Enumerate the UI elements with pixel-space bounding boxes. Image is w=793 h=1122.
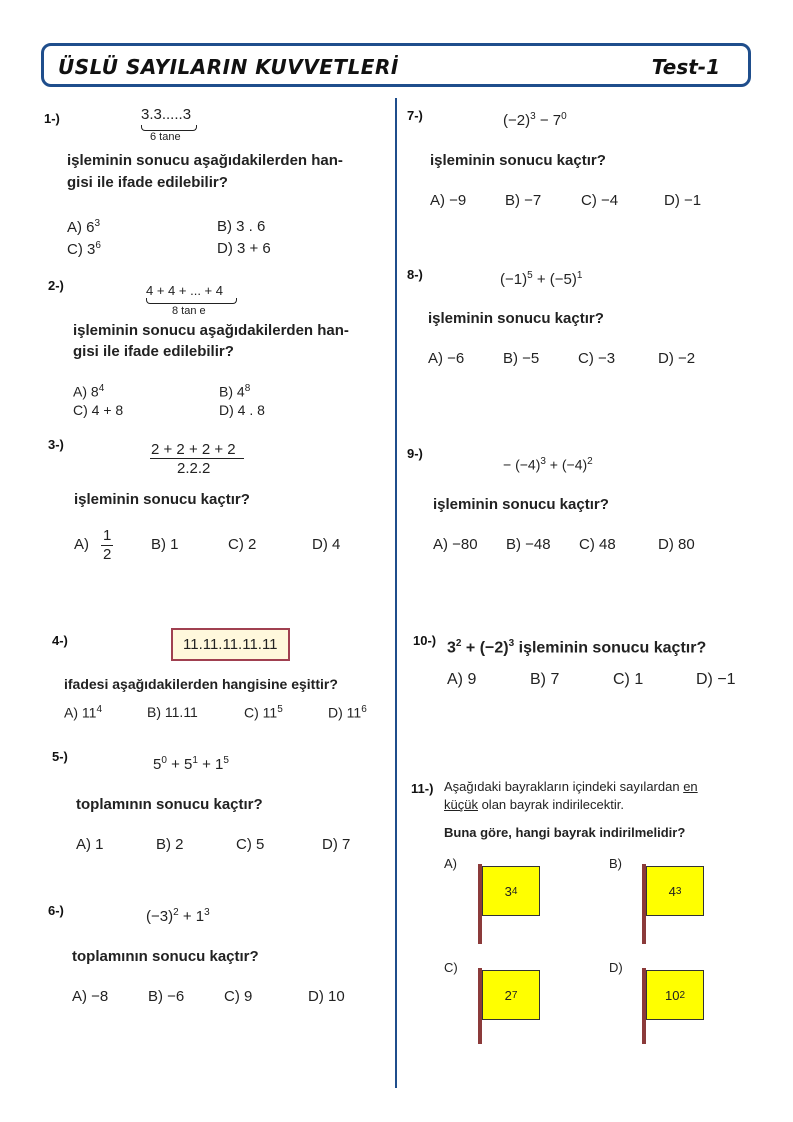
expression: $(-2)^3 - 7^0$ (503, 111, 567, 129)
expression: $(-1)^5 + (-5)^1$ (500, 270, 583, 288)
option-d[interactable]: D) $11^6$ (328, 704, 367, 721)
question-number: 3-) (48, 437, 64, 452)
question-number: 5-) (52, 749, 68, 764)
option-a[interactable]: A) $8^4$ (73, 383, 105, 400)
question-number: 8-) (407, 267, 423, 282)
question-text: toplamının sonucu kaçtır? (72, 948, 259, 965)
question-text: gisi ile ifade edilebilir? (67, 174, 228, 191)
option-a[interactable]: A) (74, 536, 89, 553)
option-c[interactable]: C) 4 + 8 (73, 402, 124, 418)
fraction-numerator: 2 + 2 + 2 + 2 (151, 441, 236, 458)
question-text: işleminin sonucu aşağıdakilerden han- (67, 152, 343, 169)
option-a[interactable]: A) 9 (447, 671, 477, 688)
expression: $5^0 + 5^1 + 1^5$ (153, 755, 229, 773)
option-a[interactable]: A) −80 (433, 536, 478, 553)
option-d[interactable]: D) 7 (322, 836, 351, 853)
option-b[interactable]: B) −48 (506, 536, 551, 553)
brace (146, 298, 237, 304)
option-b[interactable]: B) 1 (151, 536, 179, 553)
expression-top: 3.3.....3 (141, 106, 192, 123)
question-text: $3^2 + (-2)^3$ işleminin sonucu kaçtır? (447, 638, 707, 657)
option-c[interactable]: C) −3 (578, 350, 616, 367)
option-a[interactable]: A) −8 (72, 988, 109, 1005)
flag-a[interactable]: 3 4 (482, 866, 540, 916)
flag-c[interactable]: 2 7 (482, 970, 540, 1020)
option-b[interactable]: B) 11.11 (147, 704, 198, 720)
brace-label: 8 tan e (172, 305, 206, 317)
option-d[interactable]: D) 4 (312, 536, 341, 553)
question-text: toplamının sonucu kaçtır? (76, 796, 263, 813)
option-c[interactable]: C) 1 (613, 671, 644, 688)
option-d[interactable]: D) −2 (658, 350, 696, 367)
expression: − $(-4)^3 + (-4)^2$ (503, 456, 593, 473)
option-a-numerator: 1 (103, 527, 112, 544)
option-a[interactable]: A) $6^3$ (67, 218, 101, 236)
question-text: işleminin sonucu kaçtır? (428, 310, 604, 327)
question-text: gisi ile ifade edilebilir? (73, 343, 234, 360)
option-b[interactable]: B) $4^8$ (219, 383, 251, 400)
fraction-denominator: 2.2.2 (177, 460, 211, 477)
option-b[interactable]: B) −5 (503, 350, 540, 367)
question-text: ifadesi aşağıdakilerden hangisine eşittir? (64, 676, 338, 692)
option-d[interactable]: D) −1 (696, 671, 736, 688)
option-d[interactable]: D) 10 (308, 988, 345, 1005)
question-text-line2: küçük olan bayrak indirilecektir. (444, 797, 624, 812)
question-text: işleminin sonucu kaçtır? (433, 496, 609, 513)
option-a[interactable]: A) −9 (430, 192, 467, 209)
option-a[interactable]: A) −6 (428, 350, 465, 367)
question-number: 6-) (48, 903, 64, 918)
option-d[interactable]: D) −1 (664, 192, 702, 209)
question-text: işleminin sonucu kaçtır? (430, 152, 606, 169)
question-text: işleminin sonucu aşağıdakilerden han- (73, 322, 349, 339)
question-number: 11-) (411, 781, 434, 796)
option-d[interactable]: D) 4 . 8 (219, 402, 265, 418)
flag-b-label[interactable]: B) (609, 856, 622, 871)
flag-c-label[interactable]: C) (444, 960, 458, 975)
flag-a-label[interactable]: A) (444, 856, 457, 871)
option-b[interactable]: B) 7 (530, 671, 560, 688)
option-c[interactable]: C) −4 (581, 192, 619, 209)
question-text-line1: Aşağıdaki bayrakların içindeki sayılardan en (444, 779, 698, 794)
flag-d[interactable]: 10 2 (646, 970, 704, 1020)
option-c[interactable]: C) $3^6$ (67, 240, 101, 258)
page-title: ÜSLÜ SAYILARIN KUVVETLERİ (58, 55, 399, 79)
column-divider (395, 98, 397, 1088)
question-number: 2-) (48, 278, 64, 293)
brace-label: 6 tane (150, 131, 181, 143)
page-header (41, 43, 751, 87)
option-c[interactable]: C) 2 (228, 536, 257, 553)
expression-top: 4 + 4 + ... + 4 (146, 283, 223, 298)
expression: $(-3)^2 + 1^3$ (146, 907, 210, 925)
fraction-bar (150, 458, 244, 459)
option-a-denominator: 2 (103, 546, 112, 563)
option-d[interactable]: D) 3 + 6 (217, 240, 271, 257)
option-b[interactable]: B) 3 . 6 (217, 218, 266, 235)
option-c[interactable]: C) $11^5$ (244, 704, 283, 721)
option-b[interactable]: B) 2 (156, 836, 184, 853)
question-number: 1-) (44, 111, 60, 126)
question-number: 10-) (413, 633, 437, 648)
expression-box: 11.11.11.11.11 (171, 628, 290, 661)
option-a[interactable]: A) 1 (76, 836, 104, 853)
test-label: Test-1 (651, 55, 720, 79)
option-d[interactable]: D) 80 (658, 536, 695, 553)
option-c[interactable]: C) 48 (579, 536, 616, 553)
option-a[interactable]: A) $11^4$ (64, 704, 102, 721)
question-number: 9-) (407, 446, 423, 461)
option-c[interactable]: C) 5 (236, 836, 265, 853)
option-b[interactable]: B) −6 (148, 988, 185, 1005)
question-prompt: Buna göre, hangi bayrak indirilmelidir? (444, 825, 686, 840)
flag-b[interactable]: 4 3 (646, 866, 704, 916)
option-b[interactable]: B) −7 (505, 192, 542, 209)
flag-d-label[interactable]: D) (609, 960, 623, 975)
question-number: 7-) (407, 108, 423, 123)
question-number: 4-) (52, 633, 68, 648)
option-c[interactable]: C) 9 (224, 988, 253, 1005)
question-text: işleminin sonucu kaçtır? (74, 491, 250, 508)
